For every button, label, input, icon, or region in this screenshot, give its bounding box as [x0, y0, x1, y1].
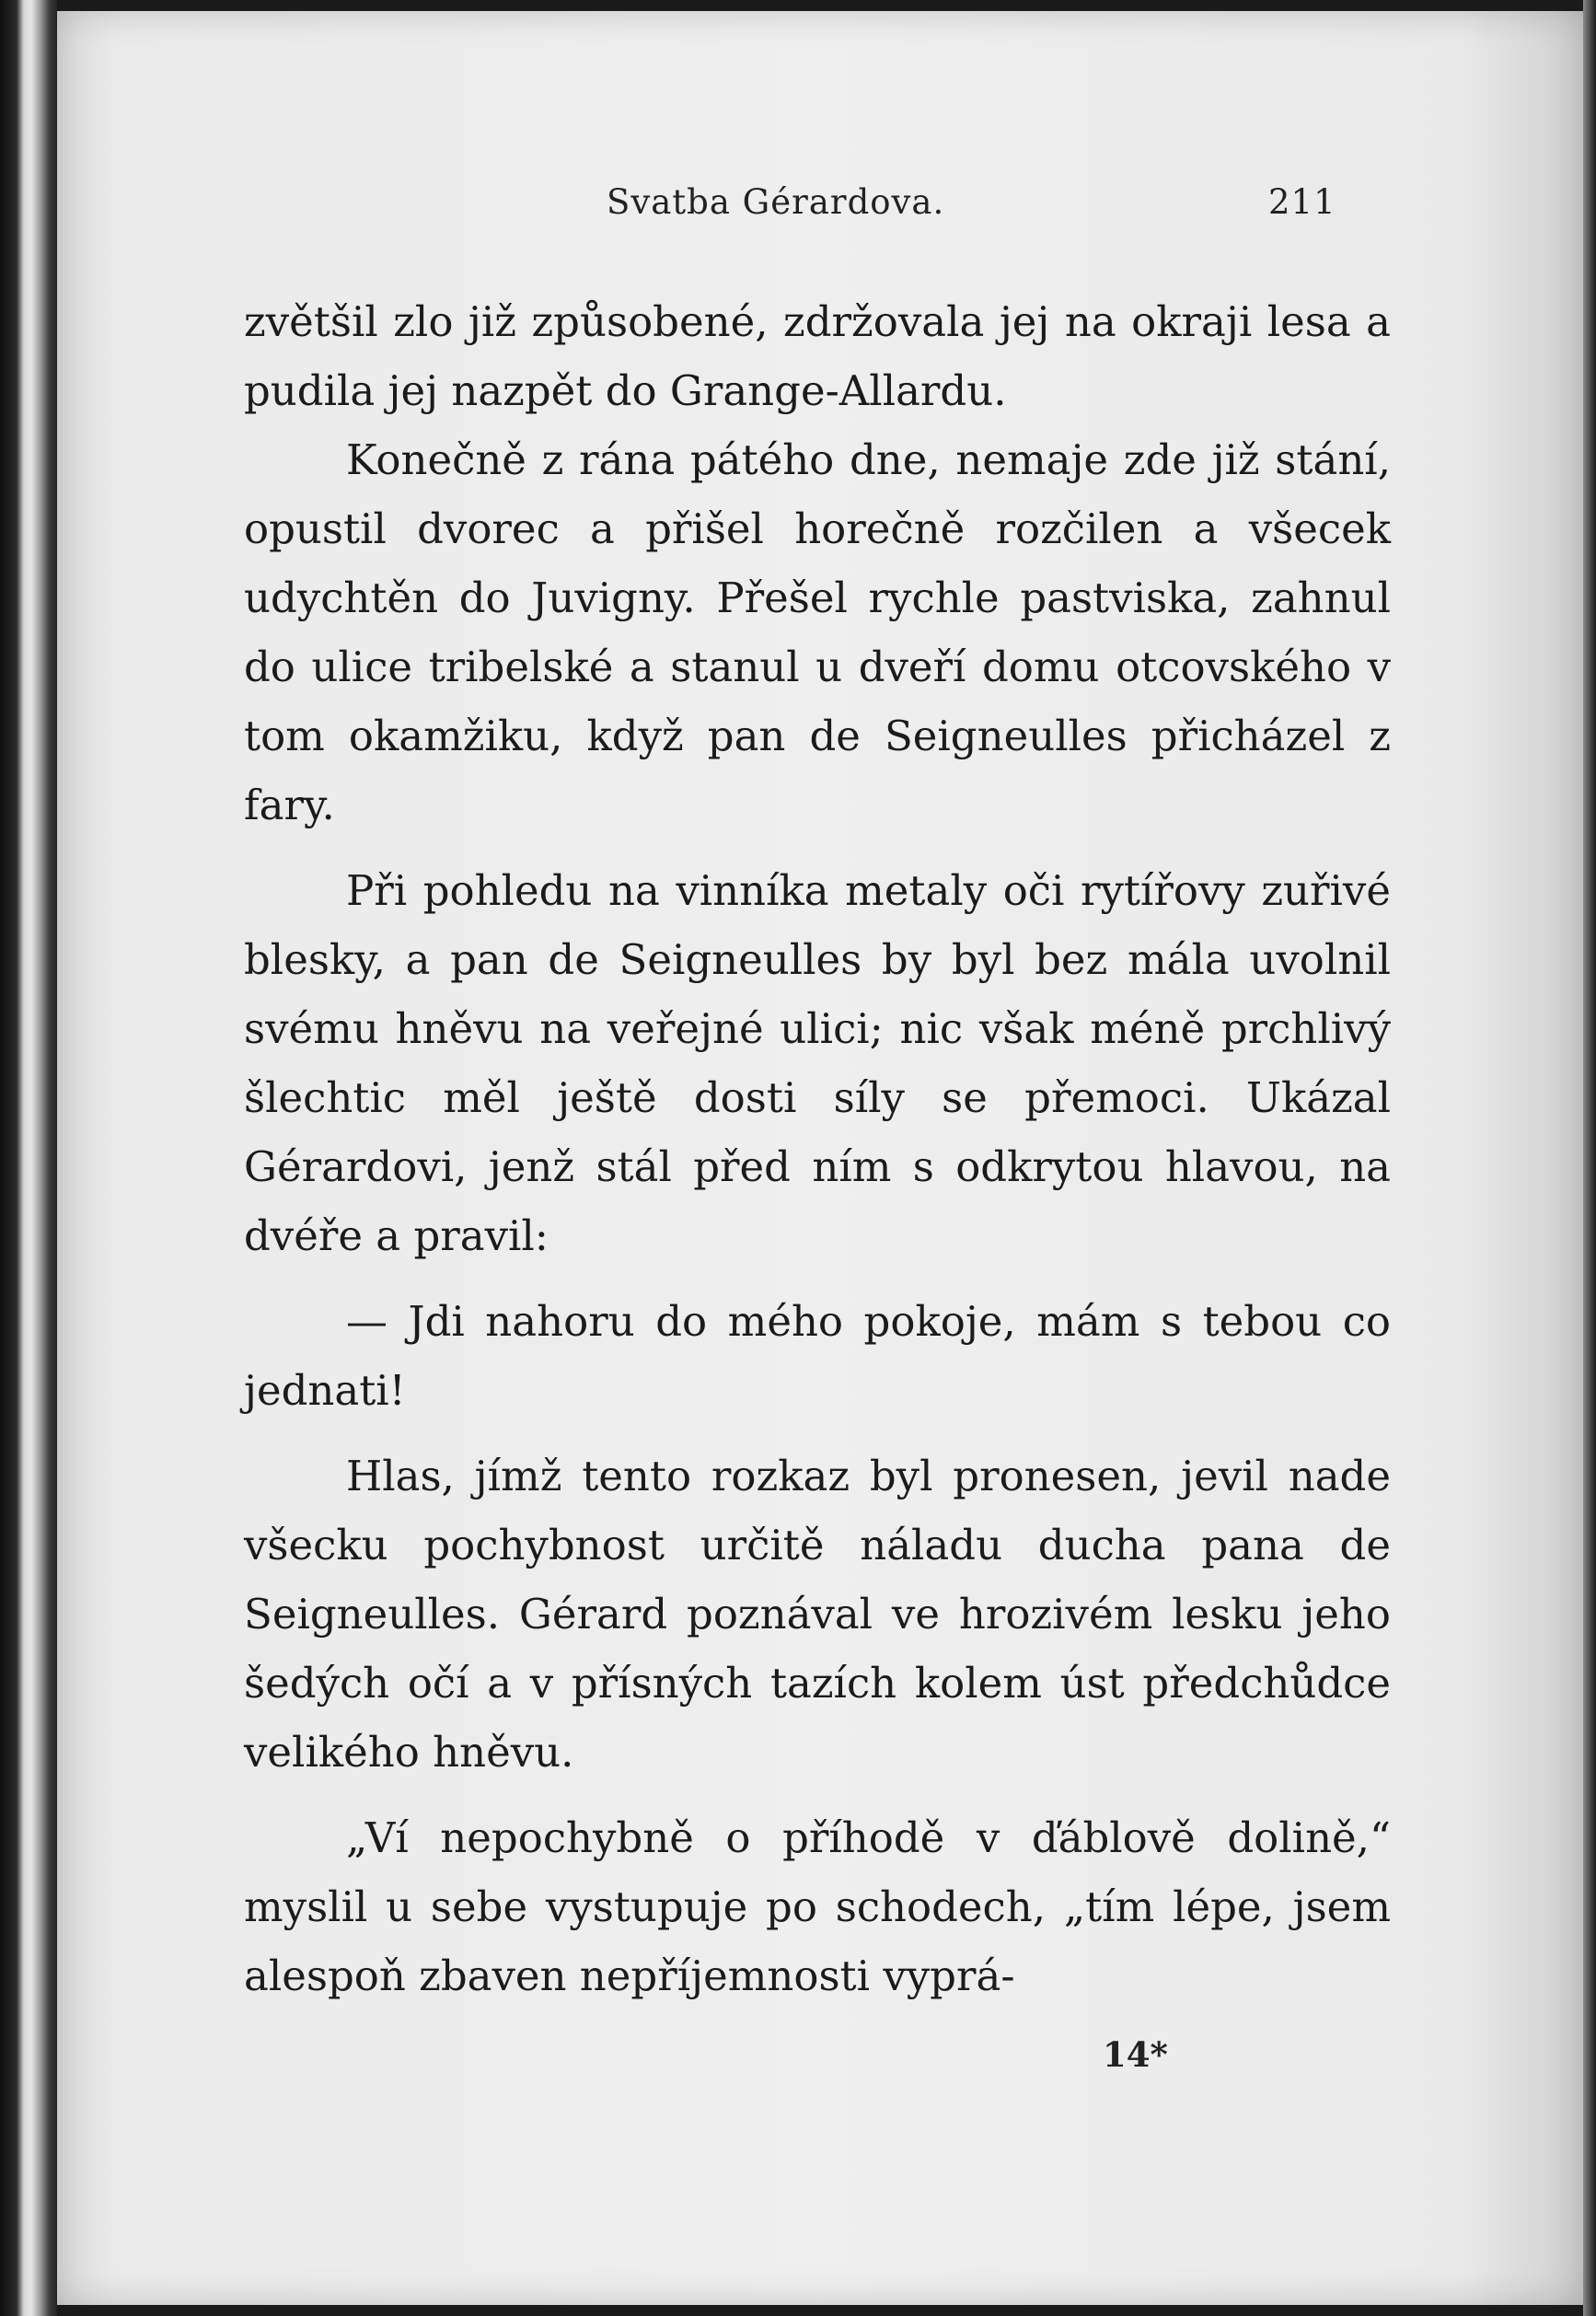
running-head: [57, 182, 1583, 228]
paragraph: Při pohledu na vinníka metaly oči rytířovy zuřivé blesky, a pan de Seigneulles by byl bez mála uvolnil svému hněvu na veřejné ulici; nic však méně prchlivý šlechtic měl ještě dosti síly se přemoci. Ukázal Gérardovi, jenž stál před ním s odkrytou hlavou, na dvéře a pravil:: [244, 866, 1391, 1260]
paragraph: Konečně z rána pátého dne, nemaje zde již stání, opustil dvorec a přišel horečně rozčilen a všecek udychtěn do Juvigny. Přešel rychle pastviska, zahnul do ulice tribelské a stanul u dveří domu otcovského v tom okamžiku, když pan de Seigneulles přicházel z fary.: [244, 435, 1391, 829]
paragraph: zvětšil zlo již způsobené, zdržovala jej na okraji lesa a pudila jej nazpět do Grange-Allardu.: [244, 297, 1391, 415]
scan-right-edge: [1583, 0, 1596, 2316]
page-number: 211: [1268, 182, 1336, 222]
running-title: Svatba Gérardova.: [607, 182, 945, 222]
book-binding-edge: [0, 0, 57, 2316]
paragraph: Hlas, jímž tento rozkaz byl pronesen, jevil nade všecku pochybnost určitě náladu ducha pana de Seigneulles. Gérard poznával ve hrozivém lesku jeho šedých očí a v přísných tazích kolem úst předchůdce velikého hněvu.: [244, 1452, 1391, 1777]
printer-signature-mark: 14*: [1103, 2034, 1168, 2075]
body-text: [244, 287, 1391, 2010]
book-page: [57, 11, 1583, 2305]
paragraph: „Ví nepochybně o příhodě v ďáblově dolině,“ myslil u sebe vystupuje po schodech, „tím lépe, jsem alespoň zbaven nepříjemnosti vyprá-: [244, 1813, 1391, 2000]
paragraph-dialogue: — Jdi nahoru do mého pokoje, mám s tebou co jednati!: [244, 1297, 1391, 1415]
